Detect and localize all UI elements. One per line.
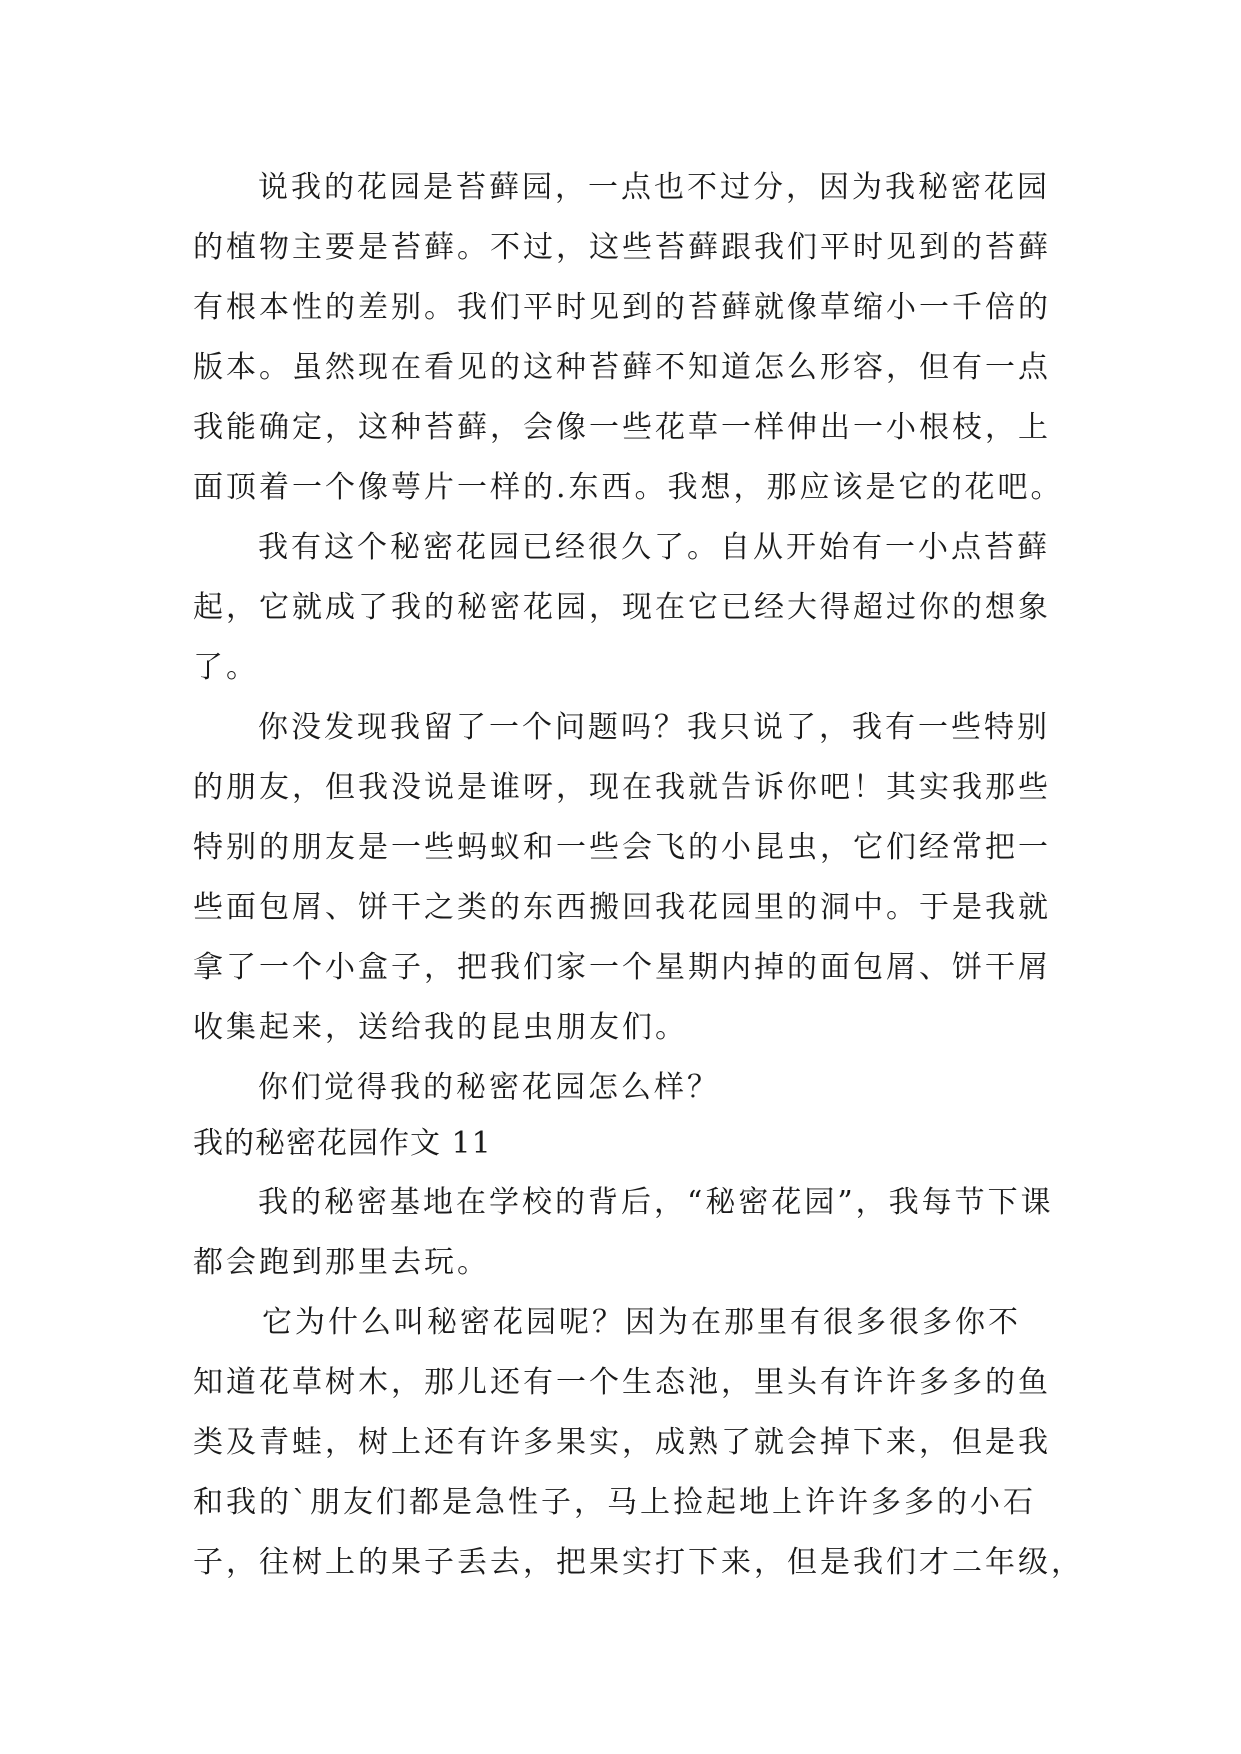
text-line: 些面包屑、饼干之类的东西搬回我花园里的洞中。于是我就 <box>193 890 1051 925</box>
text-line: 都会跑到那里去玩。 <box>193 1245 490 1280</box>
text-line: 版本。虽然现在看见的这种苔藓不知道怎么形容，但有一点 <box>193 350 1051 385</box>
text-line: 知道花草树木，那儿还有一个生态池，里头有许许多多的鱼 <box>193 1365 1051 1400</box>
text-line: 面顶着一个像萼片一样的.东西。我想，那应该是它的花吧。 <box>193 470 1064 505</box>
text-line: 有根本性的差别。我们平时见到的苔藓就像草缩小一千倍的 <box>193 290 1051 325</box>
text-line: 类及青蛙，树上还有许多果实，成熟了就会掉下来，但是我 <box>193 1425 1051 1460</box>
text-line: 你没发现我留了一个问题吗？我只说了，我有一些特别 <box>258 710 1050 745</box>
section-heading: 我的秘密花园作文 11 <box>193 1126 492 1161</box>
text-line: 了。 <box>193 650 259 685</box>
text-line: 的植物主要是苔藓。不过，这些苔藓跟我们平时见到的苔藓 <box>193 230 1051 265</box>
text-line: 起，它就成了我的秘密花园，现在它已经大得超过你的想象 <box>193 590 1051 625</box>
text-line: 和我的`朋友们都是急性子，马上捡起地上许许多多的小石 <box>193 1485 1036 1520</box>
text-line: 特别的朋友是一些蚂蚁和一些会飞的小昆虫，它们经常把一 <box>193 830 1051 865</box>
text-line: 的朋友，但我没说是谁呀，现在我就告诉你吧！其实我那些 <box>193 770 1051 805</box>
text-line: 我的秘密基地在学校的背后，“秘密花园”，我每节下课 <box>258 1185 1054 1220</box>
text-line: 你们觉得我的秘密花园怎么样？ <box>258 1070 720 1105</box>
text-line: 收集起来，送给我的昆虫朋友们。 <box>193 1010 688 1045</box>
text-line: 拿了一个小盒子，把我们家一个星期内掉的面包屑、饼干屑 <box>193 950 1051 985</box>
text-line: 说我的花园是苔藓园，一点也不过分，因为我秘密花园 <box>258 170 1050 205</box>
text-line: 它为什么叫秘密花园呢？因为在那里有很多很多你不 <box>262 1305 1021 1340</box>
text-line: 我能确定，这种苔藓，会像一些花草一样伸出一小根枝，上 <box>193 410 1051 445</box>
text-line: 子，往树上的果子丢去，把果实打下来，但是我们才二年级， <box>193 1545 1084 1580</box>
text-line: 我有这个秘密花园已经很久了。自从开始有一小点苔藓 <box>258 530 1050 565</box>
